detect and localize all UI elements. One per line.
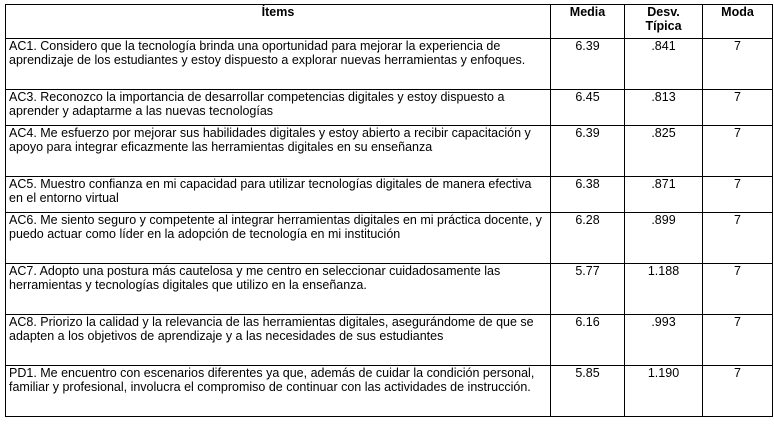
item-text: AC8. Priorizo la calidad y la relevancia de las herramientas digitales, asegurándome de que se adapten a los objetivos de aprendizaje y a las necesidades de sus estudiantes	[6, 315, 551, 366]
sd-value: .825	[625, 126, 703, 177]
moda-value: 7	[703, 39, 773, 90]
header-row	[6, 5, 773, 39]
moda-value: 7	[703, 126, 773, 177]
sd-value: .813	[625, 90, 703, 126]
table-row	[6, 366, 773, 417]
table-row	[6, 264, 773, 315]
item-text: AC5. Muestro confianza en mi capacidad para utilizar tecnologías digitales de manera efectiva en el entorno virtual	[6, 177, 551, 213]
media-value: 5.77	[551, 264, 625, 315]
media-value: 6.39	[551, 39, 625, 90]
media-value: 6.16	[551, 315, 625, 366]
moda-value: 7	[703, 213, 773, 264]
table-row	[6, 177, 773, 213]
table-row	[6, 315, 773, 366]
item-text: PD1. Me encuentro con escenarios diferentes ya que, además de cuidar la condición personal, familiar y profesional, involucra el compromiso de continuar con las actividades de instrucción.	[6, 366, 551, 417]
media-value: 6.28	[551, 213, 625, 264]
media-value: 6.45	[551, 90, 625, 126]
moda-value: 7	[703, 366, 773, 417]
moda-value: 7	[703, 315, 773, 366]
moda-value: 7	[703, 264, 773, 315]
media-value: 5.85	[551, 366, 625, 417]
sd-value: .841	[625, 39, 703, 90]
item-text: AC6. Me siento seguro y competente al integrar herramientas digitales en mi práctica docente, y puedo actuar como líder en la adopción de tecnología en mi institución	[6, 213, 551, 264]
media-value: 6.39	[551, 126, 625, 177]
item-text: AC4. Me esfuerzo por mejorar sus habilidades digitales y estoy abierto a recibir capacitación y apoyo para integrar eficazmente las herramientas digitales en su enseñanza	[6, 126, 551, 177]
table-row	[6, 126, 773, 177]
item-text: AC1. Considero que la tecnología brinda una oportunidad para mejorar la experiencia de aprendizaje de los estudiantes y estoy dispuesto a explorar nuevas herramientas y enfoques.	[6, 39, 551, 90]
sd-value: .993	[625, 315, 703, 366]
header-items: Ítems	[6, 5, 551, 39]
moda-value: 7	[703, 90, 773, 126]
table-row	[6, 213, 773, 264]
header-media: Media	[551, 5, 625, 39]
moda-value: 7	[703, 177, 773, 213]
header-sd: Desv. Típica	[625, 5, 703, 39]
item-text: AC7. Adopto una postura más cautelosa y me centro en seleccionar cuidadosamente las herramientas y tecnologías digitales que utilizo en la enseñanza.	[6, 264, 551, 315]
table-row	[6, 39, 773, 90]
statistics-table	[5, 4, 773, 417]
media-value: 6.38	[551, 177, 625, 213]
table-row	[6, 90, 773, 126]
item-text: AC3. Reconozco la importancia de desarrollar competencias digitales y estoy dispuesto a aprender y adaptarme a las nuevas tecnologías	[6, 90, 551, 126]
sd-value: .899	[625, 213, 703, 264]
sd-value: .871	[625, 177, 703, 213]
sd-value: 1.188	[625, 264, 703, 315]
header-moda: Moda	[703, 5, 773, 39]
sd-value: 1.190	[625, 366, 703, 417]
